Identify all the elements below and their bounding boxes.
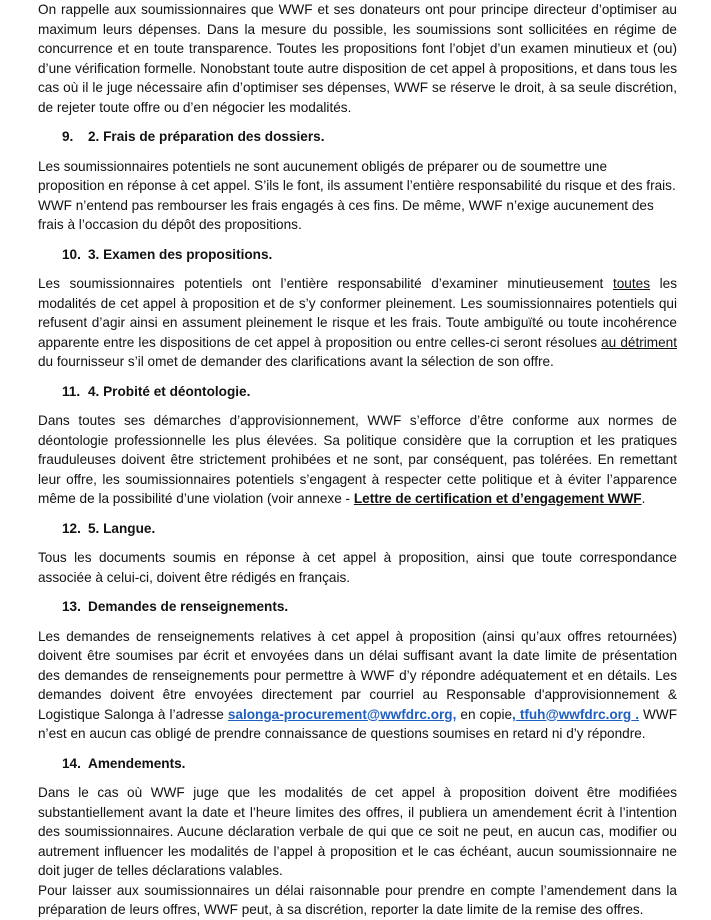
paragraph-renseignements xyxy=(38,627,677,744)
section-title: Demandes de renseignements. xyxy=(88,599,289,614)
section-number: 10. xyxy=(62,246,81,262)
text-run: du fournisseur s’il omet de demander des clarifications avant la sélection de son offre. xyxy=(38,354,554,369)
section-heading-13 xyxy=(62,597,677,617)
text-run: Dans toutes ses démarches d’approvisionnement, WWF s’efforce d’être conforme aux normes de déontologie professionnelle les plus élevées. Sa politique considère que la corruption et les pratiques frauduleuses doivent être strictement prohibées et ne sont, par conséquent, pas tolérées. En remettant leur offre, les soumissionnaires potentiels s’engagent à respecter cette politique et à éviter l’apparence même de la possibilité d’une violation (voir annexe - xyxy=(38,413,677,506)
section-heading-11 xyxy=(62,382,677,402)
section-title: 2. Frais de préparation des dossiers. xyxy=(88,129,325,144)
section-number: 11. xyxy=(62,383,81,399)
section-number: 12. xyxy=(62,520,81,536)
section-title: Amendements. xyxy=(88,755,186,771)
section-heading-14 xyxy=(62,754,677,774)
text-run: Les demandes de renseignements relatives à cet appel à proposition (ainsi qu’aux offres retournées) doivent être soumises par écrit et envoyées dans un délai suffisant avant la date limite de présentation des demandes de renseignements pour permettre à WWF d’y répondre adéquatement et en détails. Les demandes doivent être envoyées directement par courriel au Responsable d'approvisionnement & Logistique Salonga à l’adresse xyxy=(38,628,677,722)
text-run: en copie xyxy=(456,706,513,722)
email-link-procurement[interactable]: salonga-procurement@wwfdrc.org, xyxy=(227,706,457,722)
email-link-tfuh[interactable]: tfuh@wwfdrc.org xyxy=(515,706,632,722)
section-number: 14. xyxy=(62,755,81,771)
annex-reference: Lettre de certification et d’engagement WWF xyxy=(353,491,642,506)
text-run: , xyxy=(512,706,516,722)
text-run: Les soumissionnaires potentiels ont l’entière responsabilité d’examiner minutieusement xyxy=(38,276,613,291)
paragraph-intro: On rappelle aux soumissionnaires que WWF et ses donateurs ont pour principe directeur d’optimiser au maximum leurs dépenses. Dans la mesure du possible, les soumissions sont sollicitées en régime de concurrence et en toute transparence. Toutes les propositions font l’objet d’un examen minutieux et (ou) d’une vérification formelle. Nonobstant toute autre disposition de cet appel à propositions, et dans tous les cas où il le juge nécessaire afin d’optimiser ses dépenses, WWF se réserve le droit, à sa seule discrétion, de rejeter toute offre ou d’en négocier les modalités. xyxy=(38,2,677,115)
paragraph-amendements-delai: Pour laisser aux soumissionnaires un délai raisonnable pour prendre en compte l’amendement dans la préparation de leurs offres, WWF peut, à sa discrétion, reporter la date limite de la remise des offres. xyxy=(38,882,677,917)
underlined-text: au détriment xyxy=(601,334,678,350)
paragraph-examen xyxy=(38,274,677,372)
section-heading-9 xyxy=(62,127,677,147)
section-title: 3. Examen des propositions. xyxy=(88,246,273,262)
paragraph-probite xyxy=(38,411,677,509)
text-run: WWF n’est en aucun cas obligé de prendre connaissance de questions soumises en retard ni d’y répondre. xyxy=(38,706,678,741)
text-run: . xyxy=(631,706,640,722)
underlined-text: toutes xyxy=(612,276,650,291)
section-heading-12 xyxy=(62,519,677,539)
text-run: . xyxy=(641,491,646,506)
paragraph-langue: Tous les documents soumis en réponse à cet appel à proposition, ainsi que toute correspondance associée à celui-ci, doivent être rédigés en français. xyxy=(38,550,677,585)
section-title: 4. Probité et déontologie. xyxy=(88,383,251,399)
paragraph-amendements: Dans le cas où WWF juge que les modalités de cet appel à proposition doivent être modifiées substantiellement avant la date et l’heure limites des offres, il publiera un amendement écrit à l’intention des soumissionnaires. Aucune déclaration verbale de qui que ce soit ne peut, en aucun cas, modifier ou autrement influencer les modalités de l’appel à proposition et le cas échéant, aucun soumissionnaire ne doit juger de telles déclarations valables. xyxy=(38,785,677,878)
section-heading-10 xyxy=(62,245,677,265)
section-number: 13. xyxy=(62,599,81,614)
section-title: 5. Langue. xyxy=(88,520,156,536)
text-run: les modalités de cet appel à proposition et de s’y conformer pleinement. Les soumissionnaires potentiels qui refusent d’agir ainsi en assument pleinement le risque et les frais. Toute ambiguïté ou toute incohérence apparente entre les dispositions de cet appel à proposition ou entre celles-ci seront résolues xyxy=(38,276,678,350)
section-number: 9. xyxy=(62,129,74,144)
paragraph-frais: Les soumissionnaires potentiels ne sont aucunement obligés de préparer ou de soumettre une proposition en réponse à cet appel. S’ils le font, ils assument l’entière responsabilité du risque et des frais. WWF n’entend pas rembourser les frais engagés à ces fins. De même, WWF n’exige aucunement des frais à l’occasion du dépôt des propositions. xyxy=(38,158,676,232)
